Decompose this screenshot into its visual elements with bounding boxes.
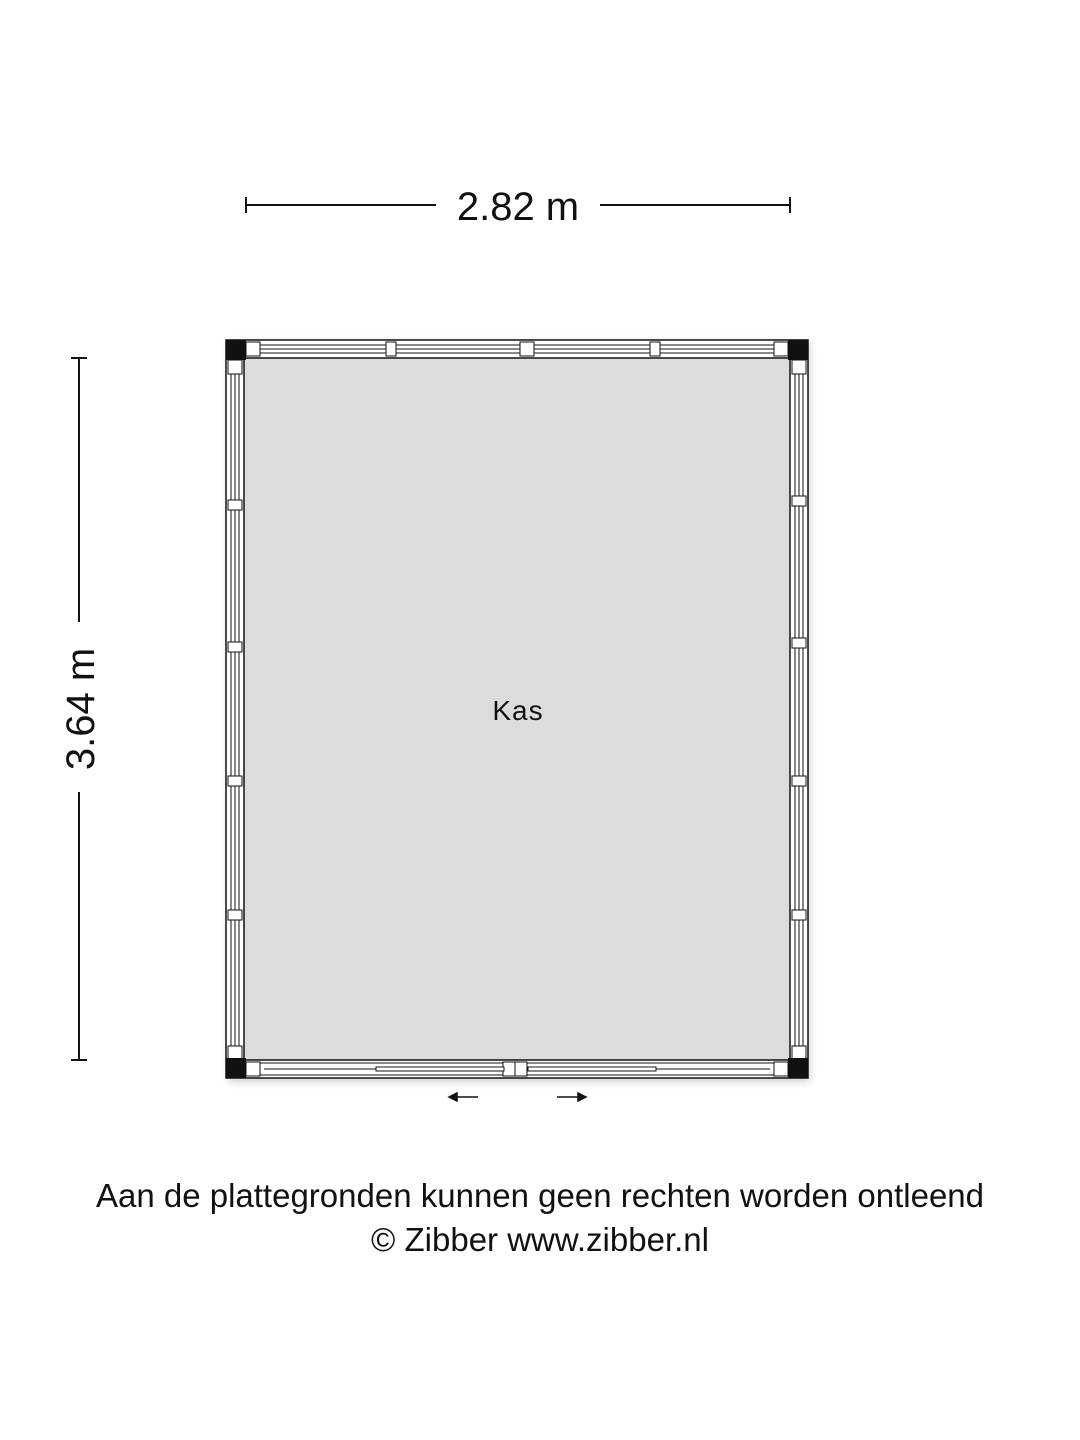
copyright-text: © Zibber www.zibber.nl	[371, 1221, 709, 1258]
width-dimension	[246, 185, 790, 229]
door-right-arrow-icon	[557, 1093, 586, 1101]
width-dimension-label: 2.82 m	[456, 185, 580, 229]
disclaimer-text: Aan de plattegronden kunnen geen rechten worden ontleend	[95, 1177, 985, 1214]
room-label: Kas	[492, 695, 544, 726]
footer	[0, 1174, 1080, 1262]
height-dimension	[59, 358, 103, 1060]
door-left-arrow-icon	[449, 1093, 478, 1101]
height-dimension-label: 3.64 m	[59, 647, 103, 771]
